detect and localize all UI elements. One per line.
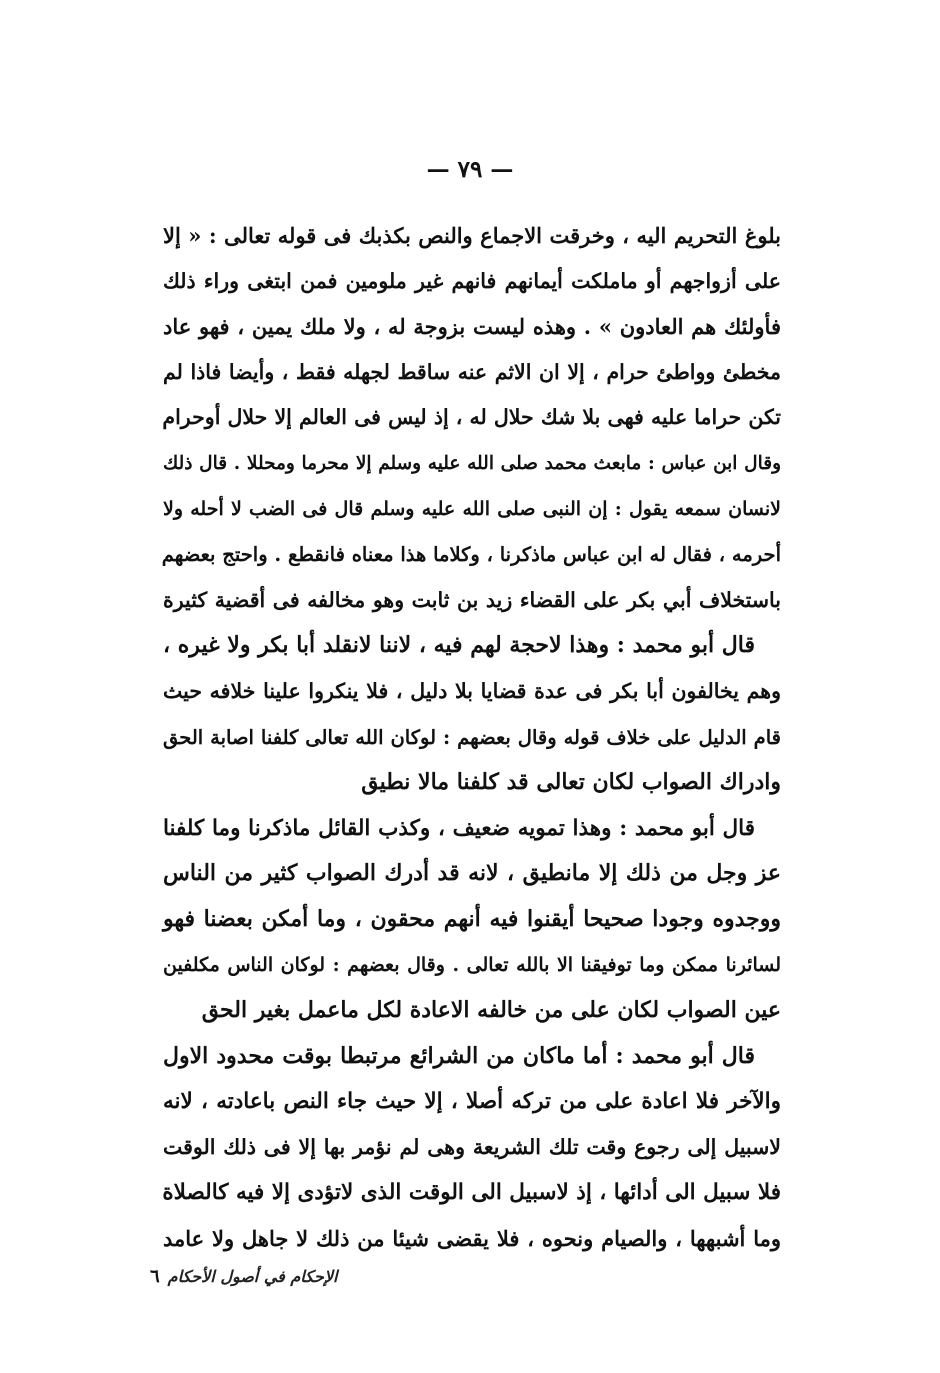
text-line: عز وجل من ذلك إلا مانطيق ، لانه قد أدرك الصواب كثير من الناس: [163, 860, 781, 887]
text-line: قال أبو محمد : وهذا تمويه ضعيف ، وكذب القائل ماذكرنا وما كلفنا: [163, 815, 755, 841]
text-line: مخطئ وواطئ حرام ، إلا ان الاثم عنه ساقط لجهله فقط ، وأيضا فاذا لم: [163, 359, 781, 384]
text-line: والآخر فلا اعادة على من تركه أصلا ، إلا حيث جاء النص باعادته ، لانه: [163, 1089, 781, 1115]
page-number: — ٧٩ —: [426, 156, 514, 183]
text-line: وهم يخالفون أبا بكر فى عدة قضايا بلا دليل ، فلا ينكروا علينا خلافه حيث: [163, 678, 781, 703]
text-line: لسائرنا ممكن وما توفيقنا الا بالله تعالى . وقال بعضهم : لوكان الناس مكلفين: [163, 953, 781, 976]
footer-signature-mark: [150, 1266, 337, 1287]
text-line: وما أشبهها ، والصيام ونحوه ، فلا يقضى شيئا من ذلك لا جاهل ولا عامد: [163, 1226, 781, 1252]
text-line: قال أبو محمد : أما ماكان من الشرائع مرتبطا بوقت محدود الاول: [163, 1042, 755, 1069]
signature-number: ٦: [150, 1266, 160, 1287]
text-line: وقال ابن عباس : مابعث محمد صلى الله عليه وسلم إلا محرما ومحللا . قال ذلك: [163, 452, 781, 474]
text-line: تكن حراما عليه فهى بلا شك حلال له ، إذ ليس فى العالم إلا حلال أوحرام: [162, 405, 781, 430]
body-text: [163, 213, 781, 1262]
text-line: قام الدليل على خلاف قوله وقال بعضهم : لوكان الله تعالى كلفنا اصابة الحق: [163, 725, 781, 749]
text-line: على أزواجهم أو ماملكت أيمانهم فانهم غير ملومين فمن ابتغى وراء ذلك: [163, 268, 781, 293]
text-line: ووجدوه وجودا صحيحا أيقنوا فيه أنهم محقون ، وما أمكن بعضنا فهو: [163, 905, 781, 932]
text-line: بلوغ التحريم اليه ، وخرقت الاجماع والنص بكذبك فى قوله تعالى : « إلا: [163, 223, 781, 248]
text-line: وادراك الصواب لكان تعالى قد كلفنا مالا نطيق: [361, 769, 781, 796]
text-line: أحرمه ، فقال له ابن عباس ماذكرنا ، وكلاما هذا معناه فانقطع . واحتج بعضهم: [161, 543, 781, 567]
text-line: عين الصواب لكان على من خالفه الاعادة لكل ماعمل بغير الحق: [201, 997, 781, 1024]
text-line: لانسان سمعه يقول : إن النبى صلى الله عليه وسلم قال فى الضب لا أحله ولا: [163, 497, 781, 520]
text-line: فأولئك هم العادون » . وهذه ليست بزوجة له ، ولا ملك يمين ، فهو عاد: [163, 314, 781, 340]
text-line: فلا سبيل الى أدائها ، إذ لاسبيل الى الوقت الذى لاتؤدى إلا فيه كالصلاة: [162, 1180, 781, 1206]
text-line: قال أبو محمد : وهذا لاحجة لهم فيه ، لاننا لانقلد أبا بكر ولا غيره ،: [163, 632, 755, 659]
text-line: لاسبيل إلى رجوع وقت تلك الشريعة وهى لم نؤمر بها إلا فى ذلك الوقت: [163, 1134, 781, 1159]
book-title-signature: الإحكام في أصول الأحكام: [167, 1267, 338, 1286]
text-line: باستخلاف أبي بكر على القضاء زيد بن ثابت وهو مخالفه فى أقضية كثيرة: [163, 587, 781, 612]
